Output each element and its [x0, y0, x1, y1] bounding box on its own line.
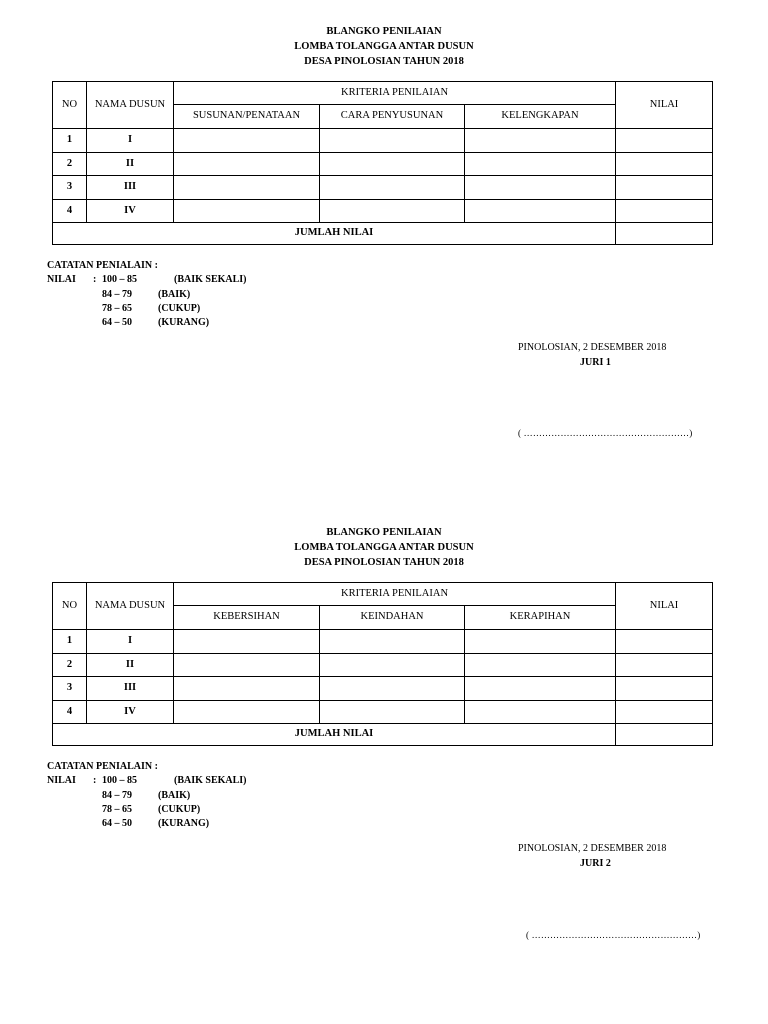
nilai-label: NILAI — [47, 274, 76, 286]
total-row — [53, 724, 713, 746]
nilai-colon: : — [93, 775, 97, 787]
grade-range: 64 – 50 — [102, 818, 132, 830]
form-title: BLANGKO PENILAIAN — [326, 527, 442, 538]
cell-nama: I — [87, 129, 174, 153]
grade-desc: (BAIK) — [158, 789, 191, 801]
table-row — [53, 653, 713, 677]
header-nilai: NILAI — [616, 583, 713, 630]
cell-no: 3 — [53, 677, 87, 701]
score-cell[interactable] — [174, 653, 320, 677]
score-cell[interactable] — [465, 199, 616, 223]
grade-range: 84 – 79 — [102, 789, 132, 801]
score-cell[interactable] — [174, 700, 320, 724]
grade-desc: (BAIK SEKALI) — [174, 274, 247, 286]
cell-no: 4 — [53, 700, 87, 724]
score-cell[interactable] — [320, 152, 465, 176]
score-cell[interactable] — [320, 199, 465, 223]
signature-line: ( ………………………………………………) — [518, 428, 693, 438]
assessment-table — [52, 81, 713, 245]
place-date: PINOLOSIAN, 2 DESEMBER 2018 — [518, 342, 667, 353]
header-kriteria: KRITERIA PENILAIAN — [174, 583, 616, 606]
score-cell[interactable] — [465, 677, 616, 701]
juri-label: JURI 2 — [580, 858, 611, 869]
cell-nama: II — [87, 152, 174, 176]
header-criterion-2: CARA PENYUSUNAN — [320, 105, 465, 129]
score-cell[interactable] — [320, 176, 465, 200]
nilai-cell[interactable] — [616, 653, 713, 677]
cell-no: 1 — [53, 630, 87, 654]
score-cell[interactable] — [174, 152, 320, 176]
nilai-cell[interactable] — [616, 129, 713, 153]
assessment-notes — [47, 259, 247, 330]
score-cell[interactable] — [174, 630, 320, 654]
grade-desc: (BAIK) — [158, 288, 191, 300]
grade-range: 78 – 65 — [102, 803, 132, 815]
header-criterion-3: KELENGKAPAN — [465, 105, 616, 129]
grade-desc: (BAIK SEKALI) — [174, 775, 247, 787]
form-title-block — [0, 24, 768, 69]
nilai-cell[interactable] — [616, 152, 713, 176]
total-row — [53, 223, 713, 245]
grade-desc: (KURANG) — [158, 317, 210, 329]
form-title: BLANGKO PENILAIAN — [326, 26, 442, 37]
score-cell[interactable] — [174, 199, 320, 223]
table-row — [53, 677, 713, 701]
nilai-cell[interactable] — [616, 630, 713, 654]
table-row — [53, 152, 713, 176]
grade-range: 84 – 79 — [102, 288, 132, 300]
form-subtitle-2: DESA PINOLOSIAN TAHUN 2018 — [304, 557, 464, 568]
cell-nama: III — [87, 677, 174, 701]
cell-nama: IV — [87, 199, 174, 223]
nilai-colon: : — [93, 274, 97, 286]
notes-heading: CATATAN PENIALAIN : — [47, 761, 158, 772]
form-subtitle: LOMBA TOLANGGA ANTAR DUSUN — [294, 41, 474, 52]
header-kriteria: KRITERIA PENILAIAN — [174, 82, 616, 105]
total-label: JUMLAH NILAI — [53, 223, 616, 245]
header-nama-dusun: NAMA DUSUN — [87, 583, 174, 630]
cell-nama: IV — [87, 700, 174, 724]
score-cell[interactable] — [465, 630, 616, 654]
nilai-cell[interactable] — [616, 700, 713, 724]
score-cell[interactable] — [465, 152, 616, 176]
table-row — [53, 129, 713, 153]
assessment-table — [52, 582, 713, 746]
total-nilai-cell[interactable] — [616, 724, 713, 746]
grade-range: 64 – 50 — [102, 317, 132, 329]
nilai-cell[interactable] — [616, 176, 713, 200]
signature-line: ( ………………………………………………) — [526, 930, 701, 940]
nilai-cell[interactable] — [616, 199, 713, 223]
cell-nama: III — [87, 176, 174, 200]
table-row — [53, 700, 713, 724]
juri-label: JURI 1 — [580, 357, 611, 368]
header-criterion-1: KEBERSIHAN — [174, 606, 320, 630]
score-cell[interactable] — [465, 129, 616, 153]
grade-desc: (CUKUP) — [158, 302, 201, 314]
cell-no: 4 — [53, 199, 87, 223]
total-nilai-cell[interactable] — [616, 223, 713, 245]
score-cell[interactable] — [174, 677, 320, 701]
header-no: NO — [53, 583, 87, 630]
cell-no: 2 — [53, 653, 87, 677]
form-title-block — [0, 525, 768, 570]
notes-heading: CATATAN PENIALAIN : — [47, 260, 158, 271]
nilai-cell[interactable] — [616, 677, 713, 701]
score-cell[interactable] — [465, 176, 616, 200]
score-cell[interactable] — [320, 677, 465, 701]
grade-desc: (KURANG) — [158, 818, 210, 830]
cell-nama: I — [87, 630, 174, 654]
cell-no: 2 — [53, 152, 87, 176]
header-no: NO — [53, 82, 87, 129]
total-label: JUMLAH NILAI — [53, 724, 616, 746]
header-nilai: NILAI — [616, 82, 713, 129]
header-nama-dusun: NAMA DUSUN — [87, 82, 174, 129]
assessment-notes — [47, 760, 247, 831]
score-cell[interactable] — [174, 129, 320, 153]
score-cell[interactable] — [320, 700, 465, 724]
table-row — [53, 176, 713, 200]
grade-range: 78 – 65 — [102, 302, 132, 314]
score-cell[interactable] — [320, 653, 465, 677]
cell-no: 3 — [53, 176, 87, 200]
nilai-label: NILAI — [47, 775, 76, 787]
form-subtitle: LOMBA TOLANGGA ANTAR DUSUN — [294, 542, 474, 553]
cell-nama: II — [87, 653, 174, 677]
score-cell[interactable] — [174, 176, 320, 200]
cell-no: 1 — [53, 129, 87, 153]
score-cell[interactable] — [320, 630, 465, 654]
form-subtitle-2: DESA PINOLOSIAN TAHUN 2018 — [304, 56, 464, 67]
place-date: PINOLOSIAN, 2 DESEMBER 2018 — [518, 843, 667, 854]
table-row — [53, 630, 713, 654]
score-cell[interactable] — [320, 129, 465, 153]
header-criterion-2: KEINDAHAN — [320, 606, 465, 630]
grade-range: 100 – 85 — [102, 274, 137, 286]
score-cell[interactable] — [465, 653, 616, 677]
grade-range: 100 – 85 — [102, 775, 137, 787]
header-criterion-1: SUSUNAN/PENATAAN — [174, 105, 320, 129]
grade-desc: (CUKUP) — [158, 803, 201, 815]
table-row — [53, 199, 713, 223]
header-criterion-3: KERAPIHAN — [465, 606, 616, 630]
score-cell[interactable] — [465, 700, 616, 724]
